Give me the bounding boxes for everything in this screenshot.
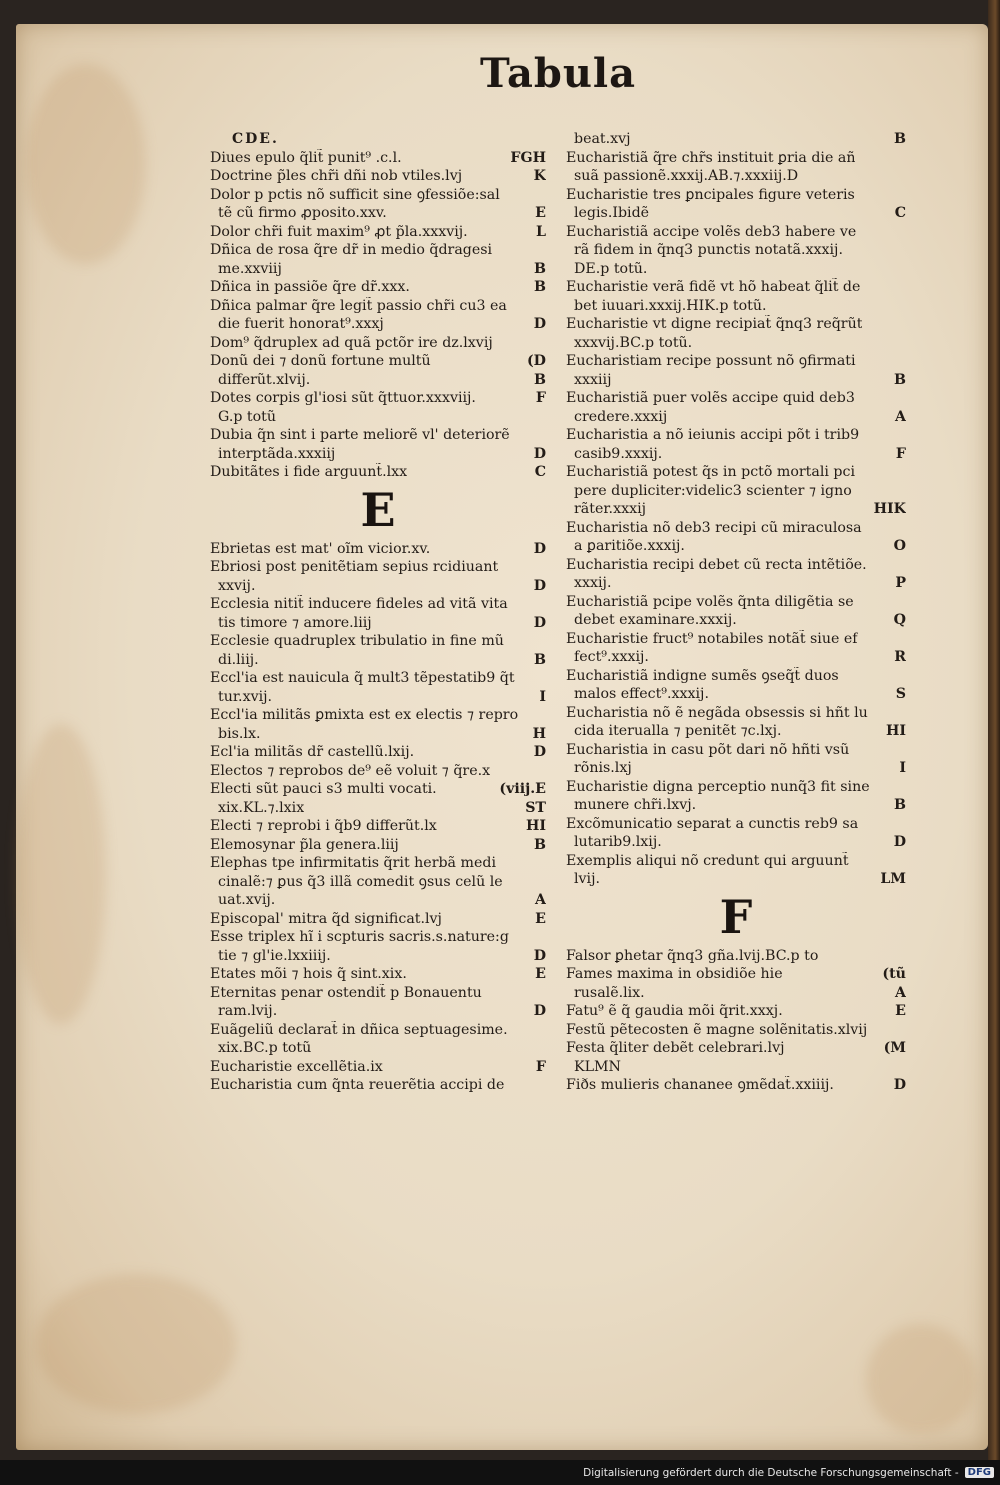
entry-text: legis.Ibidẽ (574, 205, 650, 221)
index-entry-continuation (566, 722, 906, 741)
index-entry (210, 817, 546, 836)
entry-text: Fames maxima in obsidiõe hie (566, 966, 783, 982)
entry-text: Dubia q̃n sint i parte meliorẽ vl' deteriorẽ (210, 427, 510, 443)
index-entry-continuation (566, 574, 906, 593)
entry-text: Eucharistia recipi debet cũ recta intẽtiõe. (566, 556, 867, 573)
entry-reference-letters: (tũ (882, 966, 906, 982)
index-entry (566, 1021, 906, 1040)
entry-reference-letters: D (533, 1003, 546, 1019)
entry-text: Euãgeliũ declarat̃ in dñica septuagesime. (210, 1021, 508, 1038)
entry-text: a ꝑaritiõe.xxxij. (574, 538, 685, 554)
entry-text: Excõmunicatio separat a cunctis reb9 sa (566, 815, 859, 832)
entry-text: beat.xvj (574, 131, 631, 147)
entry-text: Eucharistiã pcipe volẽs q̃nta diligẽtia se (566, 593, 854, 610)
index-entry (210, 463, 546, 482)
index-entry (210, 928, 546, 947)
index-entry (566, 463, 906, 482)
index-entry-continuation (566, 685, 906, 704)
entry-reference-letters: D (533, 947, 546, 964)
section-heading (210, 130, 546, 149)
index-entry (210, 167, 546, 186)
entry-text: Episcopal' mitra q̃d significat.lvj (210, 910, 442, 927)
entry-text: G.p totũ (218, 408, 277, 425)
index-entry (210, 389, 546, 408)
water-stain (26, 64, 146, 264)
entry-text: fect⁹.xxxij. (574, 649, 649, 665)
index-entry (566, 852, 906, 871)
entry-reference-letters: B (894, 131, 906, 147)
entry-reference-letters: I (899, 760, 906, 776)
index-entry (210, 186, 546, 205)
index-entry (566, 704, 906, 723)
entry-text: xix.BC.p totũ (218, 1040, 312, 1056)
index-entry-continuation (566, 241, 906, 260)
index-entry (566, 149, 906, 168)
entry-text: xxxvij.BC.p totũ. (574, 334, 693, 351)
index-entry-continuation (566, 759, 906, 778)
entry-reference-letters: ST (525, 799, 546, 816)
entry-reference-letters: C (894, 205, 906, 221)
entry-text: Eucharistie digna perceptio nunq̃3 fit sine (566, 778, 870, 795)
digitization-footer (0, 1460, 1000, 1485)
entry-reference-letters: D (533, 614, 546, 631)
entry-reference-letters: D (893, 1077, 906, 1093)
index-entry (210, 223, 546, 242)
index-entry (210, 1076, 546, 1095)
entry-reference-letters: D (533, 744, 546, 760)
index-entry (210, 984, 546, 1003)
entry-text: Eucharistiã accipe volẽs deb3 habere ve (566, 223, 857, 240)
index-entry-continuation (210, 408, 546, 427)
entry-reference-letters: F (895, 445, 906, 462)
entry-text: Dubitãtes i fide arguunt̃.lxx (210, 464, 408, 480)
index-entry (210, 558, 546, 577)
index-entry (210, 540, 546, 559)
entry-text: Electi ⁊ reprobi i q̃b9 differũt.lx (210, 818, 437, 834)
entry-text: Dñica in passiõe q̃re dr̃.xxx. (210, 279, 410, 295)
entry-reference-letters: D (533, 540, 546, 557)
index-entry (210, 669, 546, 688)
entry-text: Eucharistiã q̃re chr̃s instituit ꝑria die añ (566, 149, 856, 166)
entry-text: die fuerit honorat⁹.xxxj (218, 316, 384, 332)
entry-text: Eucharistia cum q̃nta reuerẽtia accipi de (210, 1077, 505, 1093)
entry-text: tur.xvij. (218, 688, 273, 705)
entry-text: cinalẽ:⁊ ꝑus q̃3 illã comedit ꝯsus celũ le (218, 873, 503, 890)
entry-text: Fiðs mulieris chananee ꝯmẽdat̃.xxiiij. (566, 1077, 834, 1093)
entry-text: Eucharistia nõ ẽ negãda obsessis si hñt lu (566, 704, 868, 721)
entry-text: Electos ⁊ reprobos de⁹ eẽ voluit ⁊ q̃re.x (210, 762, 491, 779)
entry-reference-letters: E (535, 910, 546, 927)
entry-text: Eucharistiã puer volẽs accipe quid deb3 (566, 390, 855, 406)
index-entry (566, 947, 906, 966)
entry-text: suã passionẽ.xxxij.AB.⁊.xxxiij.D (574, 168, 799, 184)
entry-reference-letters: HI (885, 723, 906, 739)
index-entry (210, 743, 546, 762)
index-entry-continuation (210, 947, 546, 966)
entry-text: Falsor ꝑhetar q̃nq3 gñа.lvij.BC.p to (566, 947, 819, 964)
entry-reference-letters: D (533, 445, 546, 462)
index-entry-continuation (566, 371, 906, 390)
index-entry (566, 1076, 906, 1095)
entry-reference-letters: B (534, 279, 546, 295)
entry-text: Elemosynar p̃la genera.liij (210, 836, 399, 853)
index-entry (566, 186, 906, 205)
index-entry (210, 706, 546, 725)
entry-reference-letters: O (893, 538, 906, 554)
entry-text: bet iuuari.xxxij.HIK.p totũ. (574, 297, 767, 314)
index-entry-continuation (566, 408, 906, 427)
entry-text: Dom⁹ q̃druplex ad quã pctõr ire dz.lxvij (210, 334, 493, 351)
entry-reference-letters: HIK (873, 501, 906, 517)
index-entry-continuation (210, 799, 546, 818)
entry-text: Fatu⁹ ẽ q̃ gaudia mõi q̃rit.xxxj. (566, 1003, 783, 1019)
entry-reference-letters: B (534, 651, 546, 668)
entry-text: Eucharistie tres ꝑncipales figure veteris (566, 186, 855, 203)
footer-credit-text: Digitalisierung gefördert durch die Deutsche Forschungsgemeinschaft - (583, 1466, 959, 1479)
entry-text: lvij. (574, 871, 600, 887)
entry-reference-letters: (viij.E (499, 781, 546, 797)
entry-reference-letters: B (894, 797, 906, 813)
entry-text: Exemplis aliqui nõ credunt qui arguunt̃ (566, 852, 849, 869)
entry-text: uat.xvij. (218, 892, 276, 908)
index-entry-continuation (566, 204, 906, 223)
index-entry (566, 278, 906, 297)
index-entry (566, 352, 906, 371)
index-entry-continuation (210, 725, 546, 744)
entry-text: Dotes corpis gl'iosi sũt q̃ttuor.xxxviij. (210, 390, 476, 406)
entry-reference-letters: C (534, 464, 546, 480)
entry-text: Eternitas penar ostendit̃ p Bonauentu (210, 984, 482, 1001)
entry-text: malos effect⁹.xxxij. (574, 686, 709, 702)
index-entry (566, 1039, 906, 1058)
index-entry-continuation (566, 611, 906, 630)
entry-text: me.xxviij (218, 260, 282, 277)
index-entry-continuation (566, 130, 906, 149)
entry-reference-letters: B (534, 836, 546, 853)
index-entry-continuation (210, 651, 546, 670)
index-entry (210, 297, 546, 316)
entry-text: Eucharistiam recipe possunt nõ ꝯfirmati (566, 353, 856, 369)
index-entry (566, 519, 906, 538)
index-entry (210, 278, 546, 297)
entry-text: interptãda.xxxiij (218, 445, 336, 462)
index-entry (566, 815, 906, 834)
index-entry-continuation (566, 537, 906, 556)
entry-text: Ecclesie quadruplex tribulatio in fine mũ (210, 633, 504, 649)
entry-text: Eucharistia a nõ ieiunis accipi põt i trib9 (566, 427, 860, 443)
index-entry-continuation (210, 204, 546, 223)
entry-text: Eucharistie fruct⁹ notabiles notãt̃ siue ef (566, 630, 858, 647)
index-entry-continuation (210, 577, 546, 596)
index-entry-continuation (210, 1039, 546, 1058)
index-entry (566, 1002, 906, 1021)
entry-reference-letters: FGH (510, 149, 546, 166)
entry-reference-letters: Q (893, 612, 906, 628)
entry-text: Eccl'ia militãs ꝑmixta est ex electis ⁊ repro (210, 707, 519, 723)
index-entry (566, 778, 906, 797)
entry-text: Dñica palmar q̃re legit̃ passio chr̃i cu3 ea (210, 297, 507, 314)
index-entry (210, 1058, 546, 1077)
index-entry (566, 556, 906, 575)
index-entry (210, 149, 546, 168)
entry-text: munere chr̃i.lxvj. (574, 797, 697, 813)
entry-reference-letters: E (895, 1003, 906, 1019)
entry-reference-letters: H (532, 725, 546, 742)
entry-text: xxxiij (574, 371, 612, 388)
index-entry-continuation (566, 445, 906, 464)
index-entry (210, 352, 546, 371)
entry-text: xxxij. (574, 575, 612, 591)
entry-text: ram.lvij. (218, 1003, 278, 1019)
index-entry-continuation (210, 315, 546, 334)
index-entry-continuation (210, 891, 546, 910)
entry-reference-letters: E (535, 205, 546, 221)
index-entry (210, 426, 546, 445)
entry-text: debet examinare.xxxij. (574, 612, 737, 628)
index-entry (566, 630, 906, 649)
dfg-logo: DFG (965, 1467, 994, 1478)
entry-text: tis timore ⁊ amore.liij (218, 614, 372, 631)
index-entry-continuation (210, 371, 546, 390)
index-entry (566, 315, 906, 334)
index-entry (210, 595, 546, 614)
entry-text: Eucharistie verã fidẽ vt hõ habeat q̃lit̃ de (566, 279, 861, 295)
entry-reference-letters: F (535, 390, 546, 406)
entry-text: Diues epulo q̃lit̃ punit⁹ .c.l. (210, 149, 402, 166)
entry-text: Eccl'ia est nauicula q̃ mult3 tẽpestatib9 q̃t (210, 670, 515, 686)
index-entry (210, 910, 546, 929)
index-entry-continuation (566, 260, 906, 279)
entry-reference-letters: D (533, 577, 546, 594)
entry-reference-letters: B (534, 260, 546, 277)
entry-text: Eucharistia nõ deb3 recipi cũ miraculosa (566, 519, 862, 536)
index-entry-continuation (566, 334, 906, 353)
entry-text: Ecl'ia militãs dr̃ castellũ.lxij. (210, 744, 415, 760)
entry-reference-letters: K (533, 168, 546, 184)
entry-text: tẽ cũ firmo ꝓposito.xxv. (218, 205, 387, 221)
index-entry (210, 1021, 546, 1040)
index-entry-continuation (566, 870, 906, 889)
entry-reference-letters: L (536, 223, 546, 240)
entry-text: Ecclesia nitit̃ inducere fideles ad vitã vita (210, 596, 508, 612)
index-entry (210, 241, 546, 260)
entry-reference-letters: P (895, 575, 906, 591)
water-stain (16, 724, 106, 1024)
entry-text: Elephas tpe infirmitatis q̃rit herbã medi (210, 855, 496, 871)
index-entry-continuation (210, 873, 546, 892)
index-entry-continuation (566, 648, 906, 667)
entry-text: xxvij. (218, 577, 256, 594)
entry-reference-letters: B (534, 371, 546, 388)
entry-reference-letters: A (894, 984, 906, 1001)
entry-reference-letters: LM (880, 871, 906, 887)
entry-reference-letters: HI (525, 818, 546, 834)
index-entry-continuation (566, 1058, 906, 1077)
running-head: Tabula (480, 50, 637, 97)
entry-text: Dolor p pctis nõ sufficit sine ꝯfessiõe:sal (210, 186, 500, 203)
entry-reference-letters: F (535, 1058, 546, 1075)
entry-text: Festa q̃liter debẽt celebrari.lvj (566, 1040, 785, 1056)
entry-text: di.liij. (218, 651, 259, 668)
index-entry (210, 762, 546, 781)
entry-text: bis.lx. (218, 725, 261, 742)
entry-text: lutarib9.lxij. (574, 834, 662, 850)
index-entry (566, 741, 906, 760)
index-entry (566, 593, 906, 612)
index-entry (210, 854, 546, 873)
index-entry (566, 667, 906, 686)
entry-text: Festũ pẽtecosten ẽ magne solẽnitatis.xlvij (566, 1021, 868, 1038)
water-stain (866, 1324, 976, 1434)
index-column-right (566, 130, 906, 1095)
entry-text: Esse triplex hĩ i scpturis sacris.s.nature:g (210, 929, 509, 945)
entry-text: rusalẽ.lix. (574, 984, 645, 1001)
entry-text: Eucharistiã indigne sumẽs ꝯseq̃t̃ duos (566, 667, 839, 684)
index-entry (566, 426, 906, 445)
index-entry (210, 334, 546, 353)
entry-reference-letters: R (894, 649, 906, 665)
index-entry (210, 965, 546, 984)
entry-text: cida iterualla ⁊ penitẽt ⁊c.lxj. (574, 723, 782, 739)
index-entry-continuation (210, 445, 546, 464)
entry-text: CDE. (232, 131, 279, 147)
entry-text: Eucharistie vt digne recipiat̃ q̃nq3 req̃rũt (566, 316, 863, 332)
entry-reference-letters: D (533, 316, 546, 332)
entry-text: DE.p totũ. (574, 260, 648, 277)
entry-reference-letters: A (894, 408, 906, 425)
index-entry-continuation (566, 500, 906, 519)
index-entry (566, 965, 906, 984)
entry-text: rõnis.lxj (574, 760, 632, 776)
water-stain (36, 1274, 236, 1414)
entry-text: Etates mõi ⁊ hois q̃ sint.xix. (210, 966, 407, 982)
entry-reference-letters: (M (883, 1040, 906, 1056)
index-entry-continuation (566, 796, 906, 815)
entry-reference-letters: E (535, 966, 546, 982)
section-initial-letter: E (360, 482, 396, 537)
entry-text: Eucharistia in casu põt dari nõ hñti vsũ (566, 741, 850, 758)
index-entry-continuation (566, 167, 906, 186)
entry-text: casib9.xxxij. (574, 445, 663, 462)
entry-text: KLMN (574, 1058, 621, 1075)
index-entry-continuation (566, 297, 906, 316)
entry-text: Donũ dei ⁊ donũ fortune multũ (210, 353, 431, 369)
entry-text: Ebriosi post penitẽtiam sepius rcidiuant (210, 559, 499, 575)
entry-text: differũt.xlvij. (218, 371, 311, 388)
index-entry-continuation (566, 482, 906, 501)
entry-reference-letters: (D (526, 353, 546, 369)
entry-text: Dñica de rosa q̃re dr̃ in medio q̃dragesi (210, 242, 493, 258)
section-initial-letter: F (719, 889, 753, 944)
entry-reference-letters: A (534, 892, 546, 908)
entry-text: credere.xxxij (574, 408, 668, 425)
entry-text: Electi sũt pauci s3 multi vocati. (210, 781, 437, 797)
index-entry (566, 389, 906, 408)
index-entry-continuation (210, 260, 546, 279)
entry-text: rãter.xxxij (574, 501, 647, 517)
index-entry-continuation (566, 833, 906, 852)
index-entry-continuation (210, 1002, 546, 1021)
entry-reference-letters: B (894, 371, 906, 388)
entry-text: Ebrietas est mat' oĩm vicior.xv. (210, 540, 431, 557)
index-entry (210, 632, 546, 651)
index-entry-continuation (210, 688, 546, 707)
entry-reference-letters: I (539, 688, 546, 705)
index-entry-continuation (566, 984, 906, 1003)
entry-text: Eucharistie excellẽtia.ix (210, 1058, 383, 1075)
entry-text: xix.KL.⁊.lxix (218, 799, 305, 816)
entry-reference-letters: S (895, 686, 906, 702)
entry-reference-letters: D (893, 834, 906, 850)
entry-text: pere dupliciter:videlic3 scienter ⁊ igno (574, 482, 852, 499)
entry-text: rã fidem in q̃nq3 punctis notatã.xxxij. (574, 242, 843, 258)
index-column-left (210, 130, 546, 1095)
entry-text: tie ⁊ gl'ie.lxxiiij. (218, 947, 331, 964)
index-entry-continuation (210, 614, 546, 633)
book-binding-edge (988, 0, 1000, 1460)
index-entry (566, 223, 906, 242)
entry-text: Doctrine p̃les chr̃i dñi nob vtiles.lvj (210, 168, 463, 184)
index-entry (210, 780, 546, 799)
entry-text: Dolor chr̃i fuit maxim⁹ ꝓt p̃la.xxxvij. (210, 223, 468, 240)
index-entry (210, 836, 546, 855)
entry-text: Eucharistiã potest q̃s in pctõ mortali pci (566, 464, 855, 480)
